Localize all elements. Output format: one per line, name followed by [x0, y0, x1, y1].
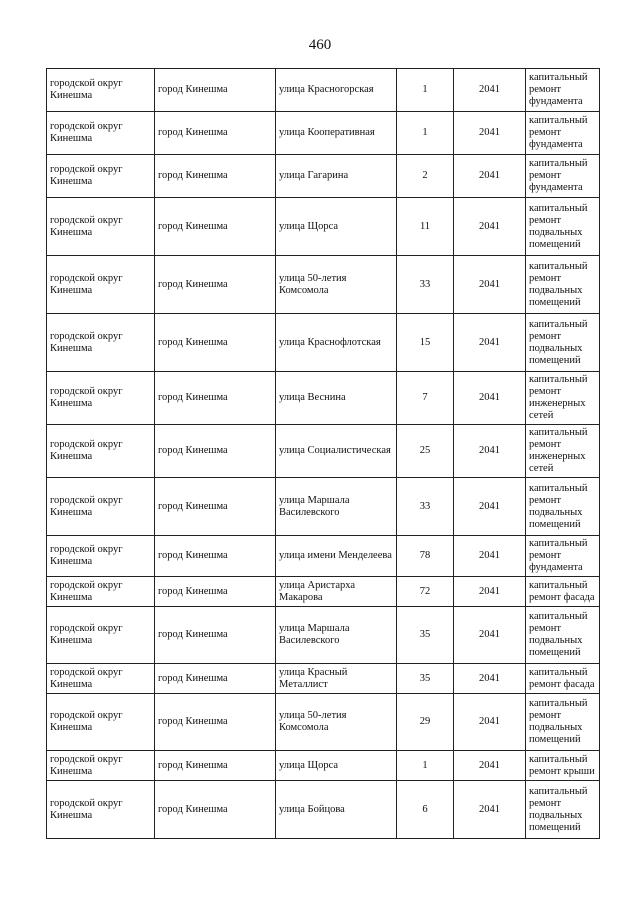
city-cell: город Кинешма — [155, 478, 276, 536]
table-row — [47, 314, 600, 372]
work-type-cell: капитальный ремонт фундамента — [526, 112, 600, 155]
work-type-cell: капитальный ремонт крыши — [526, 751, 600, 781]
table-row — [47, 112, 600, 155]
table-row — [47, 155, 600, 198]
work-type-cell: капитальный ремонт подвальных помещений — [526, 256, 600, 314]
work-type-cell: капитальный ремонт фасада — [526, 577, 600, 607]
table-row — [47, 198, 600, 256]
district-cell: городской округ Кинешма — [47, 69, 155, 112]
work-type-cell: капитальный ремонт подвальных помещений — [526, 694, 600, 751]
work-type-cell: капитальный ремонт фундамента — [526, 536, 600, 577]
table-row — [47, 425, 600, 478]
house-number-cell: 29 — [397, 694, 454, 751]
work-type-cell: капитальный ремонт подвальных помещений — [526, 607, 600, 664]
table-row — [47, 372, 600, 425]
district-cell: городской округ Кинешма — [47, 478, 155, 536]
work-type-cell: капитальный ремонт фасада — [526, 664, 600, 694]
house-number-cell: 2 — [397, 155, 454, 198]
district-cell: городской округ Кинешма — [47, 694, 155, 751]
house-number-cell: 72 — [397, 577, 454, 607]
year-cell: 2041 — [454, 781, 526, 839]
page-number: 460 — [308, 37, 332, 53]
city-cell: город Кинешма — [155, 781, 276, 839]
house-number-cell: 7 — [397, 372, 454, 425]
street-cell: улица Социалистическая — [276, 425, 397, 478]
district-cell: городской округ Кинешма — [47, 607, 155, 664]
city-cell: город Кинешма — [155, 751, 276, 781]
table-row — [47, 694, 600, 751]
street-cell: улица имени Менделеева — [276, 536, 397, 577]
street-cell: улица Кооперативная — [276, 112, 397, 155]
city-cell: город Кинешма — [155, 425, 276, 478]
work-type-cell: капитальный ремонт инженерных сетей — [526, 372, 600, 425]
street-cell: улица Краснофлотская — [276, 314, 397, 372]
city-cell: город Кинешма — [155, 694, 276, 751]
city-cell: город Кинешма — [155, 607, 276, 664]
year-cell: 2041 — [454, 577, 526, 607]
city-cell: город Кинешма — [155, 314, 276, 372]
table-body — [47, 69, 600, 839]
district-cell: городской округ Кинешма — [47, 664, 155, 694]
table-row — [47, 536, 600, 577]
house-number-cell: 25 — [397, 425, 454, 478]
street-cell: улица Маршала Василевского — [276, 607, 397, 664]
district-cell: городской округ Кинешма — [47, 536, 155, 577]
district-cell: городской округ Кинешма — [47, 372, 155, 425]
year-cell: 2041 — [454, 664, 526, 694]
district-cell: городской округ Кинешма — [47, 256, 155, 314]
year-cell: 2041 — [454, 425, 526, 478]
year-cell: 2041 — [454, 314, 526, 372]
district-cell: городской округ Кинешма — [47, 781, 155, 839]
street-cell: улица Красный Металлист — [276, 664, 397, 694]
street-cell: улица Гагарина — [276, 155, 397, 198]
city-cell: город Кинешма — [155, 155, 276, 198]
table-row — [47, 607, 600, 664]
work-type-cell: капитальный ремонт подвальных помещений — [526, 781, 600, 839]
year-cell: 2041 — [454, 536, 526, 577]
work-type-cell: капитальный ремонт фундамента — [526, 155, 600, 198]
city-cell: город Кинешма — [155, 112, 276, 155]
house-number-cell: 1 — [397, 751, 454, 781]
street-cell: улица Щорса — [276, 751, 397, 781]
year-cell: 2041 — [454, 478, 526, 536]
year-cell: 2041 — [454, 198, 526, 256]
street-cell: улица Красногорская — [276, 69, 397, 112]
table-row — [47, 69, 600, 112]
year-cell: 2041 — [454, 256, 526, 314]
street-cell: улица 50-летия Комсомола — [276, 694, 397, 751]
district-cell: городской округ Кинешма — [47, 425, 155, 478]
street-cell: улица Аристарха Макарова — [276, 577, 397, 607]
city-cell: город Кинешма — [155, 256, 276, 314]
table-row — [47, 781, 600, 839]
street-cell: улица Бойцова — [276, 781, 397, 839]
year-cell: 2041 — [454, 694, 526, 751]
district-cell: городской округ Кинешма — [47, 577, 155, 607]
year-cell: 2041 — [454, 155, 526, 198]
house-number-cell: 33 — [397, 478, 454, 536]
district-cell: городской округ Кинешма — [47, 112, 155, 155]
house-number-cell: 6 — [397, 781, 454, 839]
work-type-cell: капитальный ремонт подвальных помещений — [526, 198, 600, 256]
table-row — [47, 664, 600, 694]
table-row — [47, 751, 600, 781]
house-number-cell: 35 — [397, 607, 454, 664]
year-cell: 2041 — [454, 372, 526, 425]
house-number-cell: 33 — [397, 256, 454, 314]
house-number-cell: 1 — [397, 112, 454, 155]
table-row — [47, 256, 600, 314]
city-cell: город Кинешма — [155, 664, 276, 694]
house-number-cell: 11 — [397, 198, 454, 256]
year-cell: 2041 — [454, 69, 526, 112]
city-cell: город Кинешма — [155, 536, 276, 577]
year-cell: 2041 — [454, 607, 526, 664]
house-number-cell: 78 — [397, 536, 454, 577]
street-cell: улица 50-летия Комсомола — [276, 256, 397, 314]
house-number-cell: 35 — [397, 664, 454, 694]
house-number-cell: 15 — [397, 314, 454, 372]
house-number-cell: 1 — [397, 69, 454, 112]
work-type-cell: капитальный ремонт инженерных сетей — [526, 425, 600, 478]
city-cell: город Кинешма — [155, 198, 276, 256]
work-type-cell: капитальный ремонт фундамента — [526, 69, 600, 112]
district-cell: городской округ Кинешма — [47, 751, 155, 781]
repair-schedule-table — [46, 68, 600, 839]
street-cell: улица Веснина — [276, 372, 397, 425]
work-type-cell: капитальный ремонт подвальных помещений — [526, 478, 600, 536]
city-cell: город Кинешма — [155, 372, 276, 425]
year-cell: 2041 — [454, 751, 526, 781]
city-cell: город Кинешма — [155, 69, 276, 112]
district-cell: городской округ Кинешма — [47, 314, 155, 372]
year-cell: 2041 — [454, 112, 526, 155]
street-cell: улица Маршала Василевского — [276, 478, 397, 536]
table-row — [47, 478, 600, 536]
street-cell: улица Щорса — [276, 198, 397, 256]
table-row — [47, 577, 600, 607]
city-cell: город Кинешма — [155, 577, 276, 607]
district-cell: городской округ Кинешма — [47, 198, 155, 256]
work-type-cell: капитальный ремонт подвальных помещений — [526, 314, 600, 372]
district-cell: городской округ Кинешма — [47, 155, 155, 198]
